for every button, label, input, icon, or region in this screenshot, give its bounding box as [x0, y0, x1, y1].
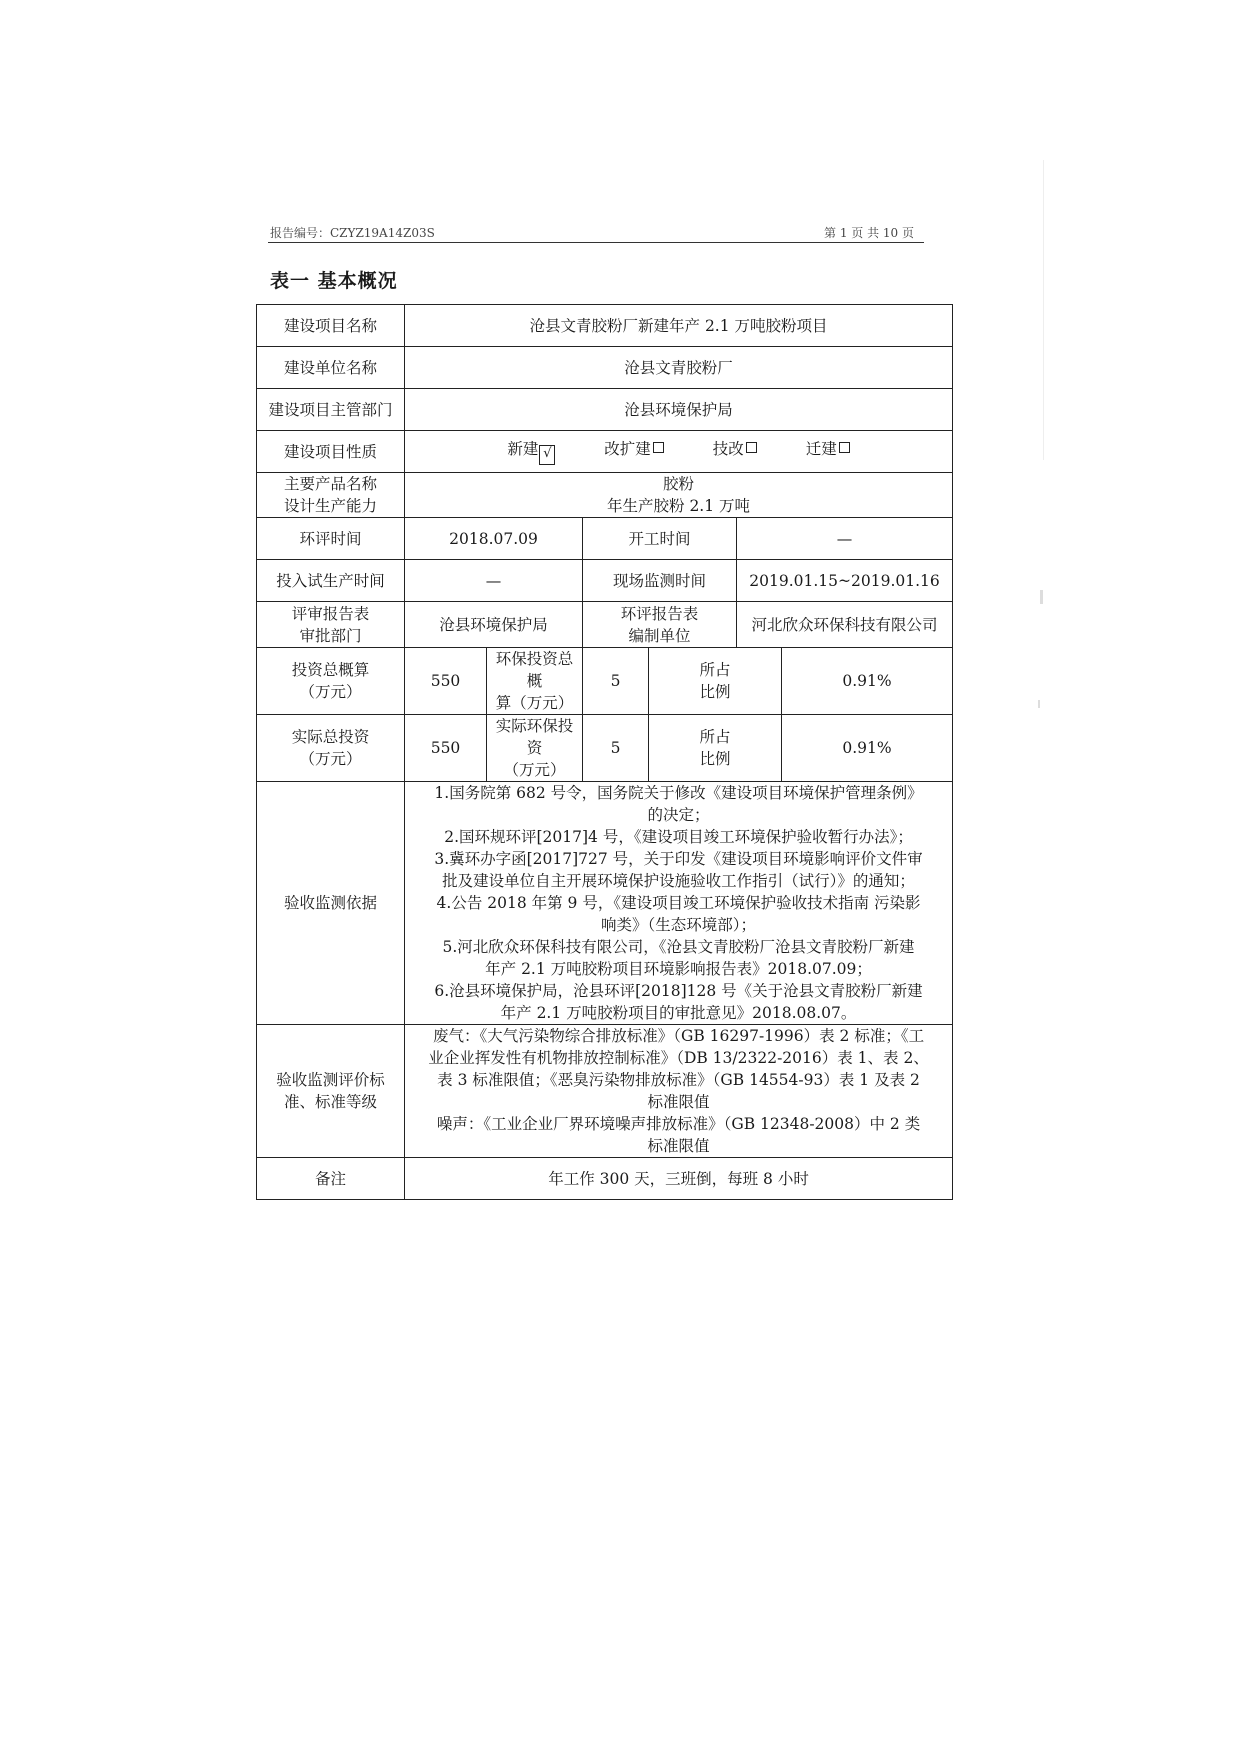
- basis-label: 验收监测依据: [257, 782, 405, 1025]
- env-invest-actual-label: 实际环保投资 （万元）: [487, 715, 583, 782]
- checked-checkbox-icon: √: [539, 445, 555, 465]
- eia-compiler-value: 河北欣众环保科技有限公司: [737, 602, 953, 648]
- nature-label: 建设项目性质: [257, 431, 405, 473]
- standards-line: 标准限值: [647, 1093, 710, 1111]
- row-invest-actual: [257, 715, 953, 782]
- basis-line: 4.公告 2018 年第 9 号，《建设项目竣工环境保护验收技术指南 污染影: [436, 894, 921, 912]
- product-label: 主要产品名称 设计生产能力: [257, 473, 405, 518]
- basis-line: 批及建设单位自主开展环境保护设施验收工作指引（试行）》的通知；: [442, 872, 915, 890]
- remark-value: 年工作 300 天，三班倒，每班 8 小时: [405, 1158, 953, 1200]
- eia-time-value: 2018.07.09: [405, 518, 583, 560]
- standards-line: 标准限值: [647, 1137, 710, 1155]
- standards-line: 业企业挥发性有机物排放控制标准》（DB 13/2322-2016）表 1、表 2、: [428, 1049, 929, 1067]
- authority-value: 沧县环境保护局: [405, 389, 953, 431]
- eia-compiler-label: 环评报告表 编制单位: [583, 602, 737, 648]
- scan-speck: [1040, 590, 1043, 604]
- invest-budget-value: 550: [405, 648, 487, 715]
- project-name-value: 沧县文青胶粉厂新建年产 2.1 万吨胶粉项目: [405, 305, 953, 347]
- row-project-nature: [257, 431, 953, 473]
- unit-name-value: 沧县文青胶粉厂: [405, 347, 953, 389]
- row-standards: [257, 1025, 953, 1158]
- trial-time-label: 投入试生产时间: [257, 560, 405, 602]
- basis-line: 年产 2.1 万吨胶粉项目环境影响报告表》2018.07.09；: [485, 960, 872, 978]
- invest-budget-label: 投资总概算 （万元）: [257, 648, 405, 715]
- standards-content: [405, 1025, 953, 1158]
- invest-actual-label: 实际总投资 （万元）: [257, 715, 405, 782]
- option-relocation-label: 迁建: [805, 440, 837, 458]
- unchecked-checkbox-icon: [653, 442, 664, 453]
- actual-ratio-value: 0.91%: [782, 715, 953, 782]
- env-invest-actual-value: 5: [583, 715, 649, 782]
- basis-line: 6.沧县环境保护局，沧县环评[2018]128 号《关于沧县文青胶粉厂新建: [434, 982, 923, 1000]
- option-expansion-label: 改扩建: [604, 440, 651, 458]
- row-remark: [257, 1158, 953, 1200]
- row-authority: [257, 389, 953, 431]
- row-trial-time: [257, 560, 953, 602]
- option-renovation-label: 技改: [712, 440, 744, 458]
- invest-actual-value: 550: [405, 715, 487, 782]
- option-new-label: 新建: [507, 440, 539, 458]
- standards-line: 噪声：《工业企业厂界环境噪声排放标准》（GB 12348-2008）中 2 类: [436, 1115, 921, 1133]
- start-time-label: 开工时间: [583, 518, 737, 560]
- option-relocation[interactable]: [806, 438, 850, 460]
- basic-overview-table: [256, 304, 953, 1200]
- row-unit-name: [257, 347, 953, 389]
- basis-line: 3.冀环办字函[2017]727 号，关于印发《建设项目环境影响评价文件审: [434, 850, 923, 868]
- unit-name-label: 建设单位名称: [257, 347, 405, 389]
- basis-line: 响类》（生态环境部）；: [601, 916, 757, 934]
- monitoring-time-value: 2019.01.15~2019.01.16: [737, 560, 953, 602]
- row-product: [257, 473, 953, 518]
- approval-dept-label: 评审报告表 审批部门: [257, 602, 405, 648]
- eia-time-label: 环评时间: [257, 518, 405, 560]
- unchecked-checkbox-icon: [839, 442, 850, 453]
- row-basis: [257, 782, 953, 1025]
- standards-line: 表 3 标准限值；《恶臭污染物排放标准》（GB 14554-93）表 1 及表 2: [437, 1071, 920, 1089]
- row-project-name: [257, 305, 953, 347]
- basis-line: 年产 2.1 万吨胶粉项目的审批意见》2018.08.07。: [500, 1004, 857, 1022]
- nature-options: [405, 431, 953, 473]
- row-approval: [257, 602, 953, 648]
- trial-time-value: —: [405, 560, 583, 602]
- row-eia-time: [257, 518, 953, 560]
- report-number: 报告编号：CZYZ19A14Z03S: [270, 226, 435, 240]
- standards-label: 验收监测评价标 准、标准等级: [257, 1025, 405, 1158]
- env-invest-budget-value: 5: [583, 648, 649, 715]
- actual-ratio-label: 所占 比例: [649, 715, 782, 782]
- scan-edge-line: [1043, 160, 1044, 460]
- page-info: 第 1 页 共 10 页: [824, 226, 914, 240]
- option-new[interactable]: [507, 438, 555, 465]
- basis-line: 1.国务院第 682 号令，国务院关于修改《建设项目环境保护管理条例》: [434, 784, 923, 802]
- basis-content: [405, 782, 953, 1025]
- row-invest-budget: [257, 648, 953, 715]
- basis-line: 2.国环规环评[2017]4 号，《建设项目竣工环境保护验收暂行办法》；: [444, 828, 913, 846]
- start-time-value: —: [737, 518, 953, 560]
- env-invest-budget-label: 环保投资总概 算（万元）: [487, 648, 583, 715]
- standards-line: 废气：《大气污染物综合排放标准》（GB 16297-1996）表 2 标准；《工: [432, 1027, 925, 1045]
- page-header: [268, 224, 924, 243]
- unchecked-checkbox-icon: [746, 442, 757, 453]
- approval-dept-value: 沧县环境保护局: [405, 602, 583, 648]
- option-renovation[interactable]: [713, 438, 757, 460]
- scan-speck: [1038, 700, 1040, 708]
- budget-ratio-value: 0.91%: [782, 648, 953, 715]
- budget-ratio-label: 所占 比例: [649, 648, 782, 715]
- option-expansion[interactable]: [604, 438, 664, 460]
- project-name-label: 建设项目名称: [257, 305, 405, 347]
- remark-label: 备注: [257, 1158, 405, 1200]
- basis-line: 5.河北欣众环保科技有限公司，《沧县文青胶粉厂沧县文青胶粉厂新建: [442, 938, 915, 956]
- basis-line: 的决定；: [647, 806, 710, 824]
- product-value: 胶粉 年生产胶粉 2.1 万吨: [405, 473, 953, 518]
- table-title: 表一 基本概况: [270, 270, 398, 292]
- monitoring-time-label: 现场监测时间: [583, 560, 737, 602]
- authority-label: 建设项目主管部门: [257, 389, 405, 431]
